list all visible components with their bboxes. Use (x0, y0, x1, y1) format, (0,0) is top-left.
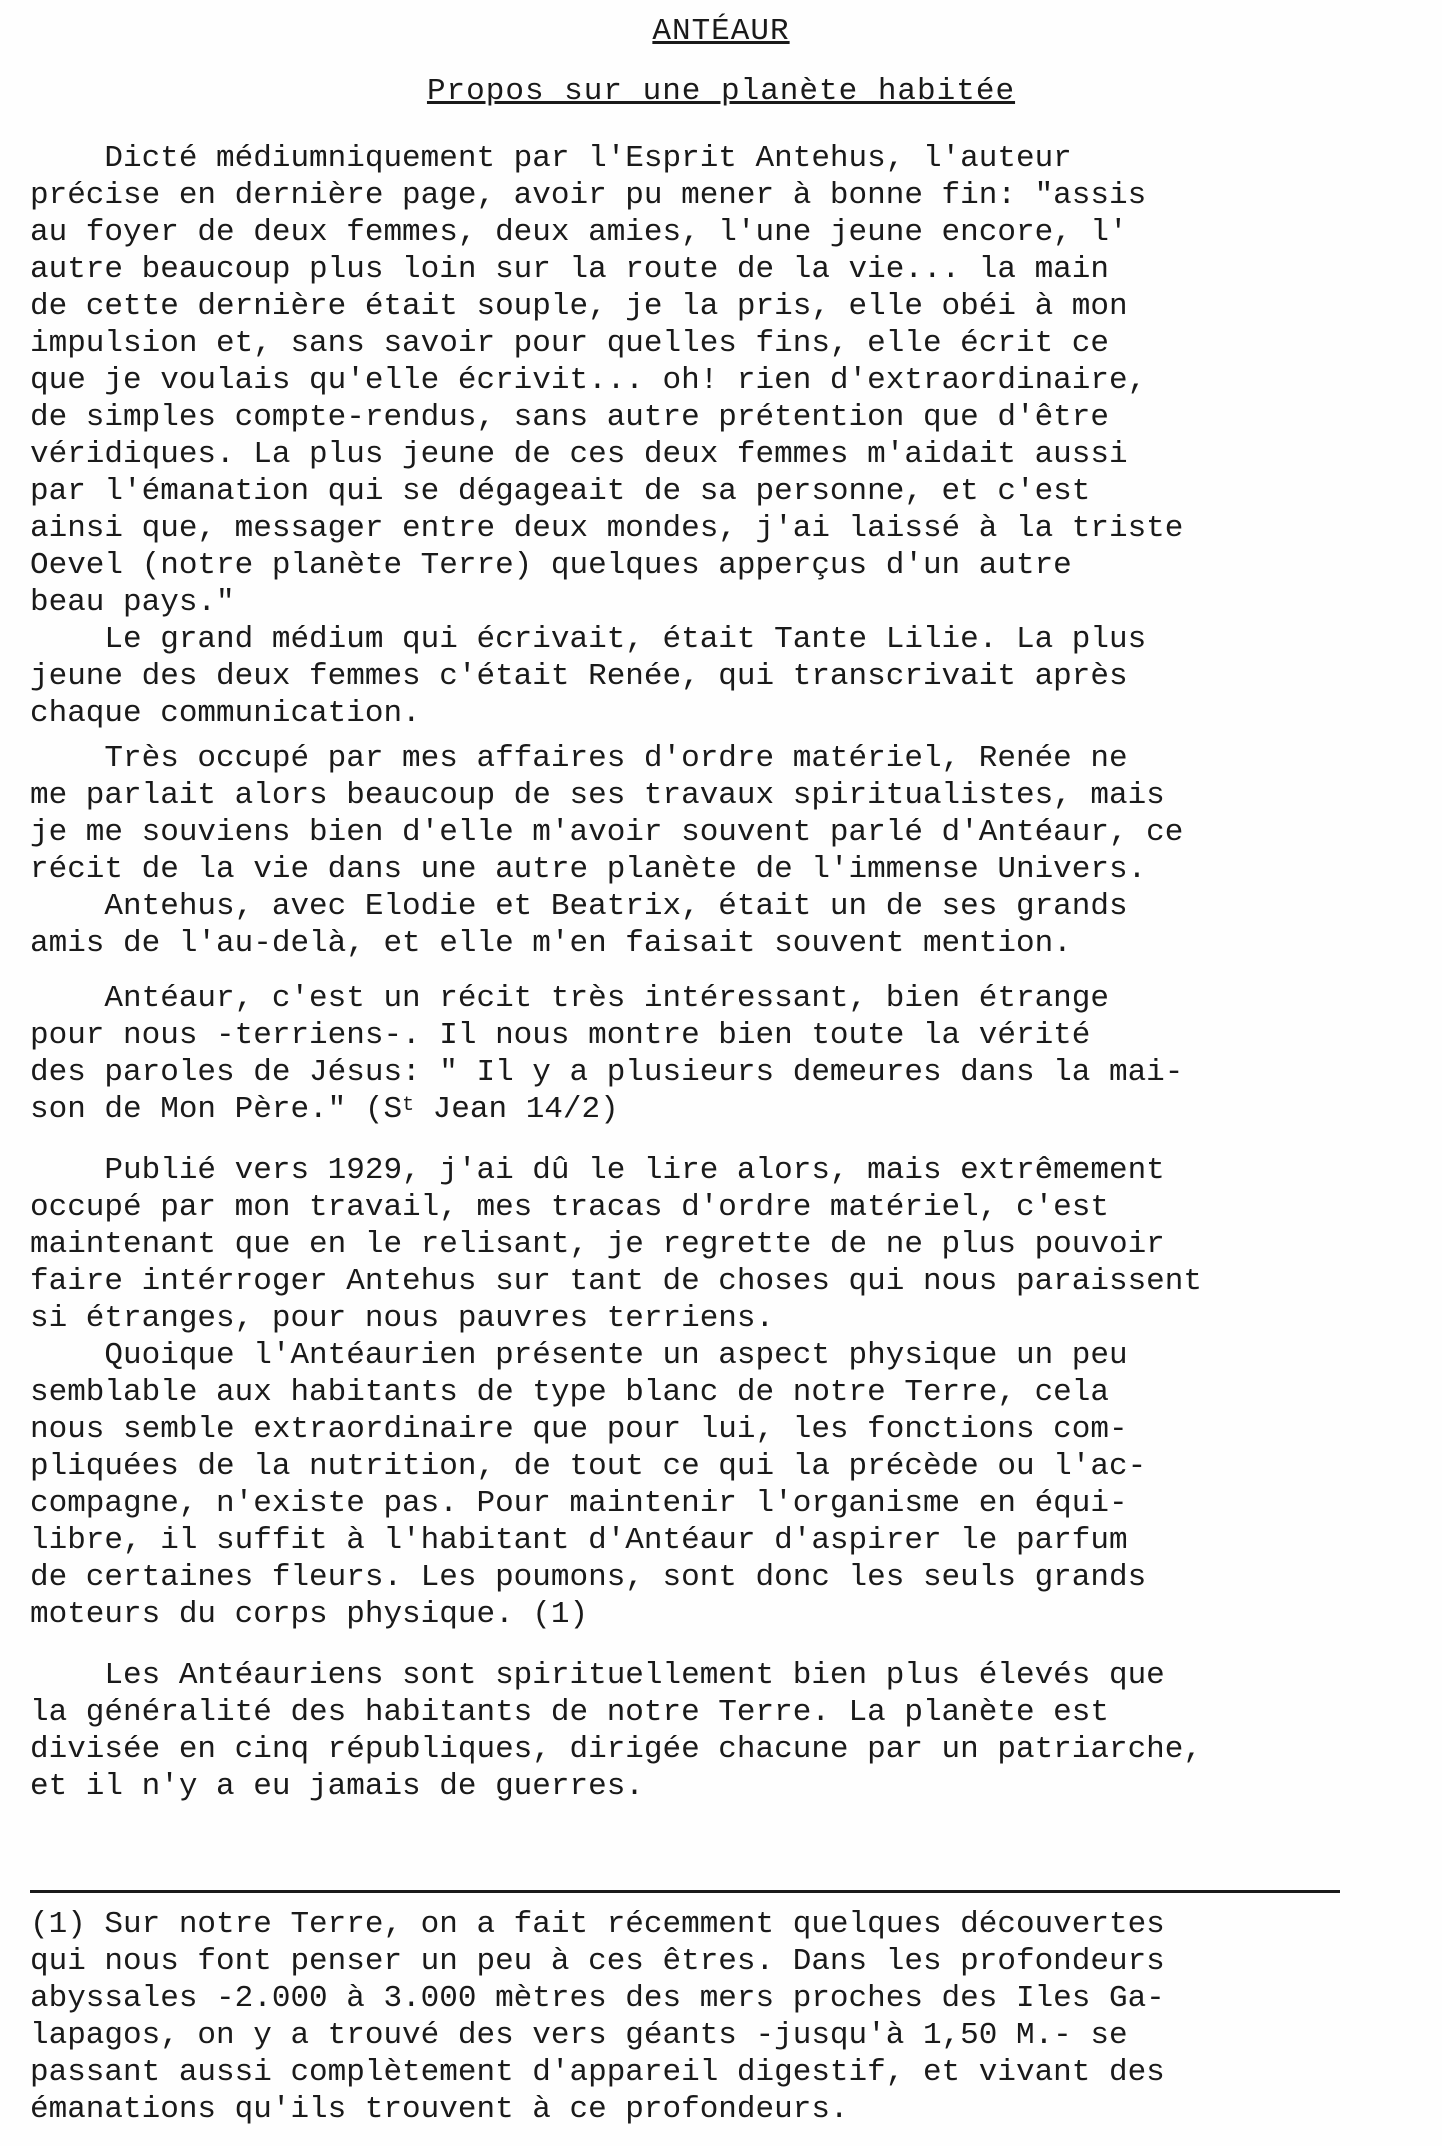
text-line: jeune des deux femmes c'était Renée, qui transcrivait après (30, 659, 1128, 694)
text-line: Oevel (notre planète Terre) quelques apperçus d'un autre (30, 548, 1072, 583)
footnote-line: émanations qu'ils trouvent à ce profondeurs. (30, 2092, 849, 2127)
text-line: moteurs du corps physique. (1) (30, 1597, 589, 1632)
text-line-with-superscript (30, 1091, 1430, 1128)
text-line: Antéaur, c'est un récit très intéressant, bien étrange (30, 981, 1109, 1016)
text-line: Publié vers 1929, j'ai dû le lire alors, mais extrêmement (30, 1153, 1165, 1188)
text-line: faire intérroger Antehus sur tant de choses qui nous paraissent (30, 1264, 1202, 1299)
text-line: divisée en cinq républiques, dirigée chacune par un patriarche, (30, 1732, 1202, 1767)
text-line: maintenant que en le relisant, je regrette de ne plus pouvoir (30, 1227, 1165, 1262)
text-fragment: Jean 14/2) (414, 1092, 619, 1127)
paragraph-1 (30, 140, 1430, 621)
text-line: amis de l'au-delà, et elle m'en faisait souvent mention. (30, 926, 1072, 961)
document-subtitle: Propos sur une planète habitée (426, 74, 1016, 109)
text-line: libre, il suffit à l'habitant d'Antéaur d'aspirer le parfum (30, 1523, 1128, 1558)
paragraph-3 (30, 740, 1430, 888)
footnote-line: abyssales -2.000 à 3.000 mètres des mers proches des Iles Ga- (30, 1981, 1165, 2016)
text-line: que je voulais qu'elle écrivit... oh! rien d'extraordinaire, (30, 363, 1147, 398)
text-line: de simples compte-rendus, sans autre prétention que d'être (30, 400, 1109, 435)
text-line: Très occupé par mes affaires d'ordre matériel, Renée ne (30, 741, 1128, 776)
text-line: par l'émanation qui se dégageait de sa personne, et c'est (30, 474, 1091, 509)
text-line: occupé par mon travail, mes tracas d'ordre matériel, c'est (30, 1190, 1109, 1225)
text-line: pliquées de la nutrition, de tout ce qui la précède ou l'ac- (30, 1449, 1147, 1484)
footnote-line: qui nous font penser un peu à ces êtres. Dans les profondeurs (30, 1944, 1165, 1979)
text-line: Dicté médiumniquement par l'Esprit Antehus, l'auteur (30, 141, 1072, 176)
text-line: Les Antéauriens sont spirituellement bien plus élevés que (30, 1658, 1165, 1693)
text-line: chaque communication. (30, 696, 421, 731)
text-line: impulsion et, sans savoir pour quelles fins, elle écrit ce (30, 326, 1109, 361)
text-line: autre beaucoup plus loin sur la route de la vie... la main (30, 252, 1109, 287)
text-line: compagne, n'existe pas. Pour maintenir l'organisme en équi- (30, 1486, 1128, 1521)
text-line: Antehus, avec Elodie et Beatrix, était un de ses grands (30, 889, 1128, 924)
document-title: ANTÉAUR (652, 14, 790, 49)
text-line: beau pays." (30, 585, 235, 620)
paragraph-2 (30, 621, 1430, 732)
text-line: des paroles de Jésus: " Il y a plusieurs demeures dans la mai- (30, 1055, 1184, 1090)
paragraph-5 (30, 980, 1430, 1128)
text-line: Le grand médium qui écrivait, était Tante Lilie. La plus (30, 622, 1147, 657)
text-line: Quoique l'Antéaurien présente un aspect physique un peu (30, 1338, 1128, 1373)
document-body (30, 140, 1430, 1805)
text-line: et il n'y a eu jamais de guerres. (30, 1769, 644, 1804)
text-line: de certaines fleurs. Les poumons, sont donc les seuls grands (30, 1560, 1147, 1595)
paragraph-7 (30, 1337, 1430, 1633)
text-line: au foyer de deux femmes, deux amies, l'une jeune encore, l' (30, 215, 1128, 250)
text-line: ainsi que, messager entre deux mondes, j'ai laissé à la triste (30, 511, 1184, 546)
text-fragment: son de Mon Père." (S (30, 1092, 403, 1127)
footnote (30, 1906, 1430, 2128)
text-line: me parlait alors beaucoup de ses travaux spiritualistes, mais (30, 778, 1165, 813)
text-line: de cette dernière était souple, je la pris, elle obéi à mon (30, 289, 1128, 324)
text-line: véridiques. La plus jeune de ces deux femmes m'aidait aussi (30, 437, 1128, 472)
text-line: pour nous -terriens-. Il nous montre bien toute la vérité (30, 1018, 1091, 1053)
text-line: je me souviens bien d'elle m'avoir souvent parlé d'Antéaur, ce (30, 815, 1184, 850)
footnote-line: lapagos, on y a trouvé des vers géants -jusqu'à 1,50 M.- se (30, 2018, 1128, 2053)
text-line: précise en dernière page, avoir pu mener à bonne fin: "assis (30, 178, 1147, 213)
paragraph-6 (30, 1152, 1430, 1337)
paragraph-8 (30, 1657, 1430, 1805)
footnote-line: (1) Sur notre Terre, on a fait récemment quelques découvertes (30, 1907, 1165, 1942)
text-line: si étranges, pour nous pauvres terriens. (30, 1301, 775, 1336)
text-line: la généralité des habitants de notre Terre. La planète est (30, 1695, 1109, 1730)
paragraph-4 (30, 888, 1430, 962)
text-line: nous semble extraordinaire que pour lui, les fonctions com- (30, 1412, 1128, 1447)
footnote-divider (30, 1890, 1340, 1893)
footnote-line: passant aussi complètement d'appareil digestif, et vivant des (30, 2055, 1165, 2090)
text-line: récit de la vie dans une autre planète de l'immense Univers. (30, 852, 1147, 887)
superscript: t (402, 1094, 415, 1117)
text-line: semblable aux habitants de type blanc de notre Terre, cela (30, 1375, 1109, 1410)
